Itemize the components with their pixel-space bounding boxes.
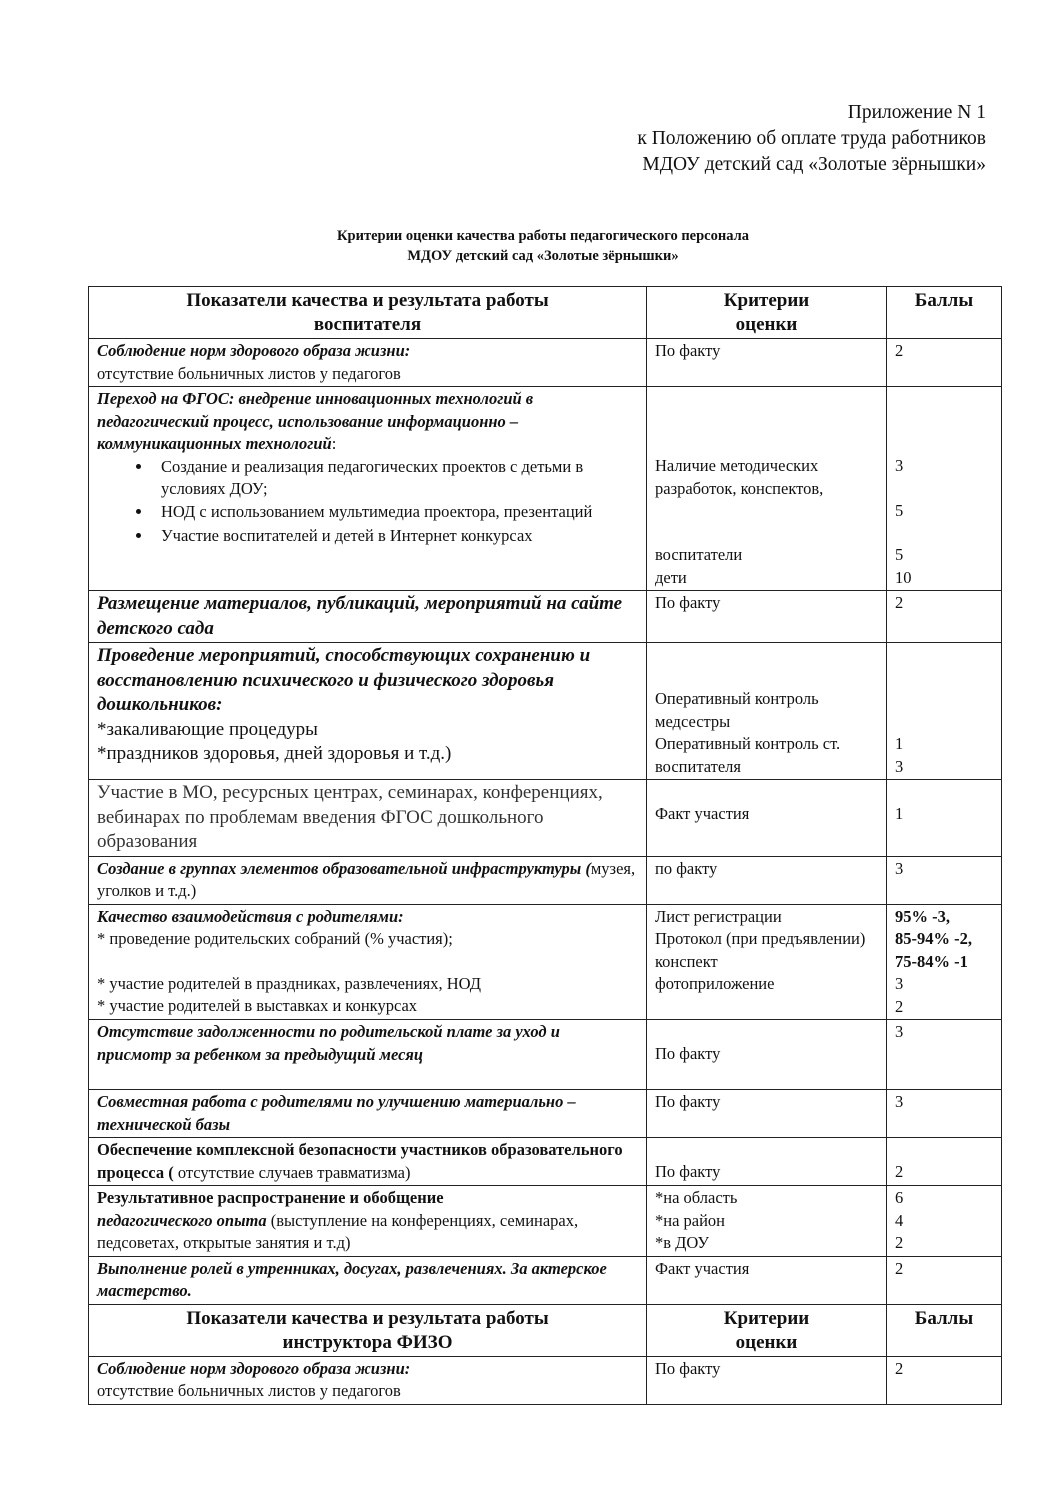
score-cell: 3: [887, 856, 1002, 904]
criteria-cell: Наличие методических разработок, конспектов, воспитатели дети: [647, 387, 887, 591]
header-criteria: Критерии оценки: [647, 1304, 887, 1356]
score-cell: 2: [887, 591, 1002, 643]
criteria-cell: Оперативный контроль медсестры Оперативный контроль ст. воспитателя: [647, 643, 887, 780]
indicator-cell: Качество взаимодействия с родителями: * проведение родительских собраний (% участия); * участие родителей в праздниках, развлечениях, НОД * участие родителей в выставках и конкурсах: [89, 904, 647, 1020]
score-cell: 6 4 2: [887, 1186, 1002, 1257]
score-cell: 95% -3, 85-94% -2, 75-84% -1 3 2: [887, 904, 1002, 1020]
table-row: [89, 1256, 1002, 1304]
indicator-cell: Соблюдение норм здорового образа жизни: отсутствие больничных листов у педагогов: [89, 1356, 647, 1404]
indicator-cell: Результативное распространение и обобщение педагогического опыта (выступление на конференциях, семинарах, педсоветах, открытые занятия и т.д): [89, 1186, 647, 1257]
header-score: Баллы: [887, 1304, 1002, 1356]
table-row: [89, 1356, 1002, 1404]
appendix-number: Приложение N 1: [847, 102, 986, 123]
list-item: • Создание и реализация педагогических проектов с детьми в условиях ДОУ;: [153, 456, 638, 501]
indicator-cell: Соблюдение норм здорового образа жизни: отсутствие больничных листов у педагогов: [89, 339, 647, 387]
indicator-cell: Проведение мероприятий, способствующих сохранению и восстановлению психического и физического здоровья дошкольников: *закаливающие процедуры *праздников здоровья, дней здоровья и т.д.): [89, 643, 647, 780]
table-header-educator: [89, 287, 1002, 339]
indicator-cell: Участие в МО, ресурсных центрах, семинарах, конференциях, вебинарах по проблемам введения ФГОС дошкольного образования: [89, 780, 647, 857]
header-score: Баллы: [887, 287, 1002, 339]
fgos-items-list: [97, 456, 638, 548]
table-row: [89, 904, 1002, 1020]
criteria-cell: По факту: [647, 591, 887, 643]
header-indicators: Показатели качества и результата работы инструктора ФИЗО: [89, 1304, 647, 1356]
criteria-cell: *на область *на район *в ДОУ: [647, 1186, 887, 1257]
score-cell: 3: [887, 1020, 1002, 1090]
indicator-cell: Размещение материалов, публикаций, мероприятий на сайте детского сада: [89, 591, 647, 643]
table-row: [89, 856, 1002, 904]
table-row: [89, 387, 1002, 591]
indicator-cell: Отсутствие задолженности по родительской плате за уход и присмотр за ребенком за предыдущий месяц: [89, 1020, 647, 1090]
score-cell: 3: [887, 1090, 1002, 1138]
appendix-header: [637, 100, 986, 178]
criteria-cell: По факту: [647, 1090, 887, 1138]
table-row: [89, 1186, 1002, 1257]
indicator-cell: Совместная работа с родителями по улучшению материально – технической базы: [89, 1090, 647, 1138]
score-cell: 2: [887, 1356, 1002, 1404]
table-header-pe-instructor: [89, 1304, 1002, 1356]
score-cell: 3 5 5 10: [887, 387, 1002, 591]
criteria-cell: Лист регистрации Протокол (при предъявлении) конспект фотоприложение: [647, 904, 887, 1020]
criteria-cell: По факту: [647, 1020, 887, 1090]
title-line-2: МДОУ детский сад «Золотые зёрнышки»: [407, 248, 679, 264]
title-line-1: Критерии оценки качества работы педагогического персонала: [337, 228, 749, 244]
table-row: [89, 339, 1002, 387]
score-cell: 2: [887, 1256, 1002, 1304]
indicator-cell: Переход на ФГОС: внедрение инновационных технологий в педагогический процесс, использование информационно – коммуникационных технологий: • Создание и реализация педагогических проектов с детьми в условиях ДОУ; • НОД с использованием мультимедиа проектора, презентаций • Участие воспитателей и детей в Интернет конкурсах: [89, 387, 647, 591]
table-row: [89, 1138, 1002, 1186]
criteria-cell: По факту: [647, 1356, 887, 1404]
table-row: [89, 780, 1002, 857]
criteria-cell: По факту: [647, 339, 887, 387]
document-title: [88, 226, 998, 266]
header-indicators: Показатели качества и результата работы воспитателя: [89, 287, 647, 339]
header-criteria: Критерии оценки: [647, 287, 887, 339]
appendix-organization: МДОУ детский сад «Золотые зёрнышки»: [642, 154, 986, 175]
indicator-cell: Обеспечение комплексной безопасности участников образовательного процесса ( отсутствие случаев травматизма): [89, 1138, 647, 1186]
score-cell: 2: [887, 339, 1002, 387]
appendix-reference: к Положению об оплате труда работников: [637, 128, 986, 149]
criteria-cell: По факту: [647, 1138, 887, 1186]
criteria-table: [88, 286, 1002, 1405]
score-cell: 2: [887, 1138, 1002, 1186]
table-row: [89, 1020, 1002, 1090]
criteria-cell: по факту: [647, 856, 887, 904]
indicator-cell: Создание в группах элементов образовательной инфраструктуры (музея, уголков и т.д.): [89, 856, 647, 904]
indicator-cell: Выполнение ролей в утренниках, досугах, развлечениях. За актерское мастерство.: [89, 1256, 647, 1304]
table-row: [89, 1090, 1002, 1138]
score-cell: 1 3: [887, 643, 1002, 780]
table-row: [89, 591, 1002, 643]
score-cell: 1: [887, 780, 1002, 857]
list-item: • НОД с использованием мультимедиа проектора, презентаций: [153, 501, 638, 524]
criteria-cell: Факт участия: [647, 1256, 887, 1304]
criteria-cell: Факт участия: [647, 780, 887, 857]
table-row: [89, 643, 1002, 780]
list-item: • Участие воспитателей и детей в Интернет конкурсах: [153, 525, 638, 548]
